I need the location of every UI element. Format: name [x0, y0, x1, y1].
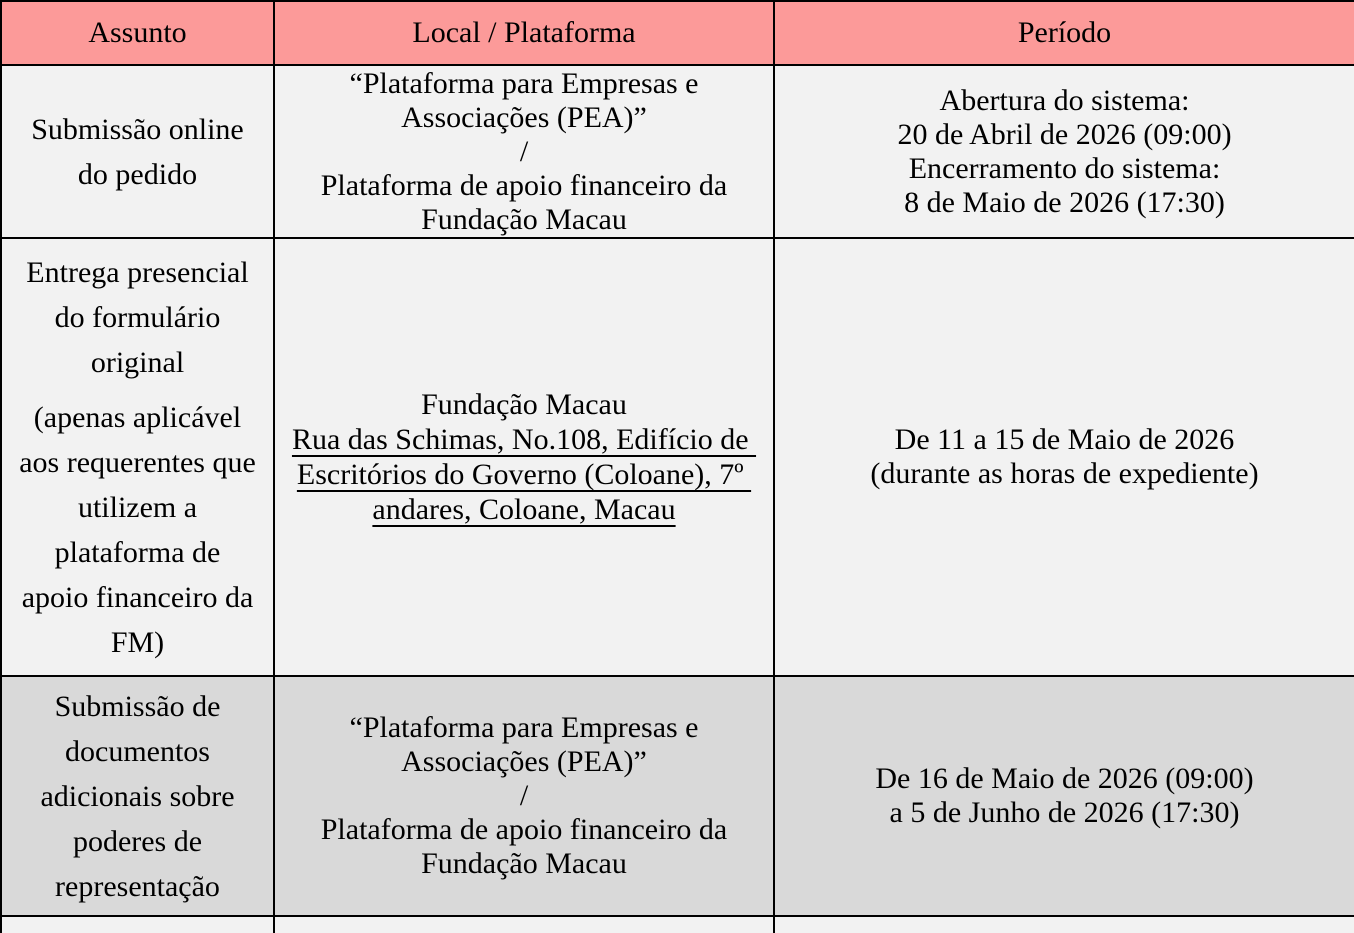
text-line: (durante as horas de expediente) [870, 457, 1259, 490]
text-line: a 5 de Junho de 2026 (17:30) [889, 796, 1240, 829]
cell-local-plataforma [274, 676, 774, 916]
text-line: original [90, 345, 185, 379]
text-line: Associações (PEA)” [401, 100, 647, 134]
text-line: representação [55, 869, 220, 903]
column-header-periodo: Período [774, 1, 1354, 65]
cell-periodo [774, 238, 1354, 676]
text-line: Associações (PEA)” [401, 745, 647, 778]
cell-assunto-empty [1, 916, 274, 933]
paragraph [2, 250, 273, 385]
table-row-submissao-online [1, 65, 1354, 238]
table-row-entrega-presencial [1, 238, 1354, 676]
text-line: apoio financeiro da [21, 580, 254, 614]
cell-assunto [1, 676, 274, 916]
address-underlined-line: Rua das Schimas, No.108, Edifício de [291, 423, 757, 456]
address-underlined-line: Escritórios do Governo (Coloane), 7º [296, 458, 752, 491]
text-line: Encerramento do sistema: [908, 151, 1221, 185]
text-line: Submissão de [54, 689, 221, 723]
table-row-submissao-documentos [1, 676, 1354, 916]
text-line: 20 de Abril de 2026 (09:00) [897, 117, 1232, 151]
text-line: 8 de Maio de 2026 (17:30) [904, 185, 1225, 219]
text-line: plataforma de [54, 535, 221, 569]
text-line: poderes de [72, 824, 203, 858]
text-line: De 11 a 15 de Maio de 2026 [894, 423, 1235, 456]
text-line: aos requerentes que [19, 445, 256, 479]
text-line: adicionais sobre [40, 779, 235, 813]
text-line: “Plataforma para Empresas e [349, 66, 699, 100]
text-line: “Plataforma para Empresas e [349, 711, 699, 744]
text-line: Plataforma de apoio financeiro da [320, 168, 728, 202]
column-header-local-plataforma: Local / Plataforma [274, 1, 774, 65]
table-row-partial [1, 916, 1354, 933]
text-line: Abertura do sistema: [939, 83, 1190, 117]
text-line: Submissão online [31, 112, 244, 146]
cell-assunto [1, 238, 274, 676]
text-line: documentos [65, 734, 210, 768]
cell-periodo-empty [774, 916, 1354, 933]
cell-local-plataforma [274, 65, 774, 238]
text-line: Entrega presencial [26, 255, 249, 289]
cell-local-plataforma [274, 238, 774, 676]
cell-assunto [1, 65, 274, 238]
text-line: / [519, 134, 529, 168]
text-line: FM) [110, 625, 165, 659]
text-line: Plataforma de apoio financeiro da [320, 813, 728, 846]
cell-periodo [774, 65, 1354, 238]
column-header-assunto: Assunto [1, 1, 274, 65]
paragraph [2, 395, 273, 665]
text-line: do formulário [54, 300, 221, 334]
cell-local-empty [274, 916, 774, 933]
text-line: do pedido [77, 157, 198, 191]
text-line: Fundação Macau [421, 388, 627, 421]
text-line: De 16 de Maio de 2026 (09:00) [875, 762, 1254, 795]
text-line: Fundação Macau [421, 202, 627, 236]
text-line: / [519, 779, 529, 812]
text-line: (apenas aplicável [33, 400, 242, 434]
address-underlined-line: andares, Coloane, Macau [372, 493, 676, 526]
text-line: Fundação Macau [421, 847, 627, 880]
header-row [1, 1, 1354, 65]
cell-periodo [774, 676, 1354, 916]
text-line: utilizem a [77, 490, 198, 524]
